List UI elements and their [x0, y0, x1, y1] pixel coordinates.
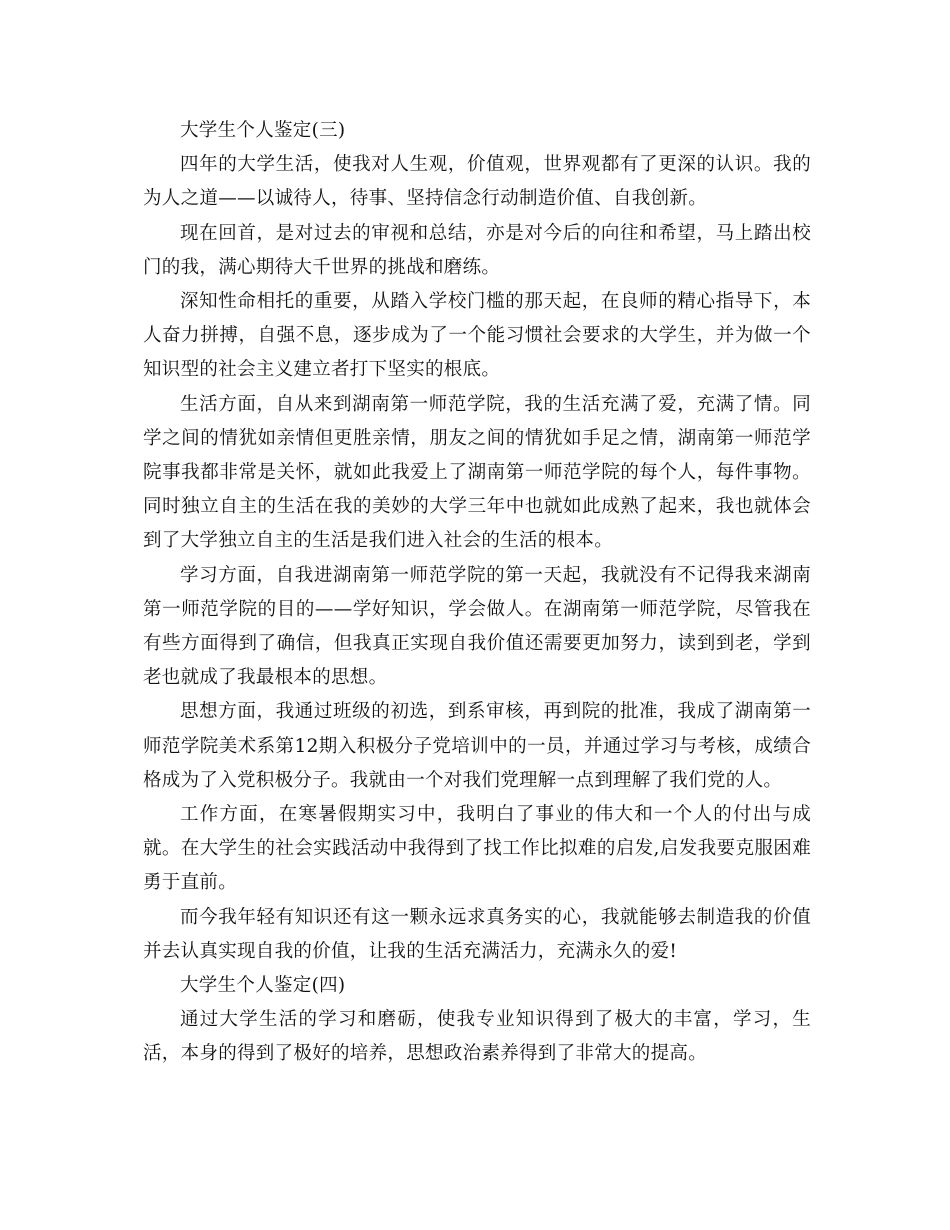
document-body — [143, 114, 811, 1072]
paragraph-growth: 通过大学生活的学习和磨砺，使我专业知识得到了极大的丰富，学习，生活，本身的得到了极好的培养，思想政治素养得到了非常大的提高。 — [143, 1009, 811, 1065]
section-heading-4: 大学生个人鉴定(四) — [180, 975, 346, 997]
paragraph-life: 生活方面，自从来到湖南第一师范学院，我的生活充满了爱，充满了情。同学之间的情犹如亲情但更胜亲情，朋友之间的情犹如手足之情，湖南第一师范学院事我都非常是关怀，就如此我爱上了湖南第一师范学院的每个人，每件事物。同时独立自主的生活在我的美妙的大学三年中也就如此成熟了起来，我也就体会到了大学独立自主的生活是我们进入社会的生活的根本。 — [143, 393, 811, 552]
paragraph-future: 而今我年轻有知识还有这一颗永远求真务实的心，我就能够去制造我的价值并去认真实现自我的价值，让我的生活充满活力，充满永久的爱! — [143, 906, 811, 962]
paragraph-ideology: 思想方面，我通过班级的初选，到系审核，再到院的批准，我成了湖南第一师范学院美术系第12期入积极分子党培训中的一员，并通过学习与考核，成绩合格成为了入党积极分子。我就由一个对我们党理解一点到理解了我们党的人。 — [143, 701, 811, 791]
paragraph-work: 工作方面，在寒暑假期实习中，我明白了事业的伟大和一个人的付出与成就。在大学生的社会实践活动中我得到了找工作比拟难的启发,启发我要克服困难勇于直前。 — [143, 804, 811, 894]
paragraph-striving: 深知性命相托的重要，从踏入学校门槛的那天起，在良师的精心指导下，本人奋力拼搏，自强不息，逐步成为了一个能习惯社会要求的大学生，并为做一个知识型的社会主义建立者打下坚实的根底。 — [143, 291, 811, 381]
section-heading-3: 大学生个人鉴定(三) — [180, 120, 346, 141]
paragraph-looking-back: 现在回首，是对过去的审视和总结，亦是对今后的向往和希望，马上踏出校门的我，满心期待大千世界的挑战和磨练。 — [143, 222, 811, 278]
paragraph-values: 四年的大学生活，使我对人生观，价值观，世界观都有了更深的认识。我的为人之道——以诚待人，待事、坚持信念行动制造价值、自我创新。 — [143, 154, 811, 210]
paragraph-study: 学习方面，自我进湖南第一师范学院的第一天起，我就没有不记得我来湖南第一师范学院的目的——学好知识，学会做人。在湖南第一师范学院，尽管我在有些方面得到了确信，但我真正实现自我价值还需要更加努力，读到到老，学到老也就成了我最根本的思想。 — [143, 564, 811, 689]
